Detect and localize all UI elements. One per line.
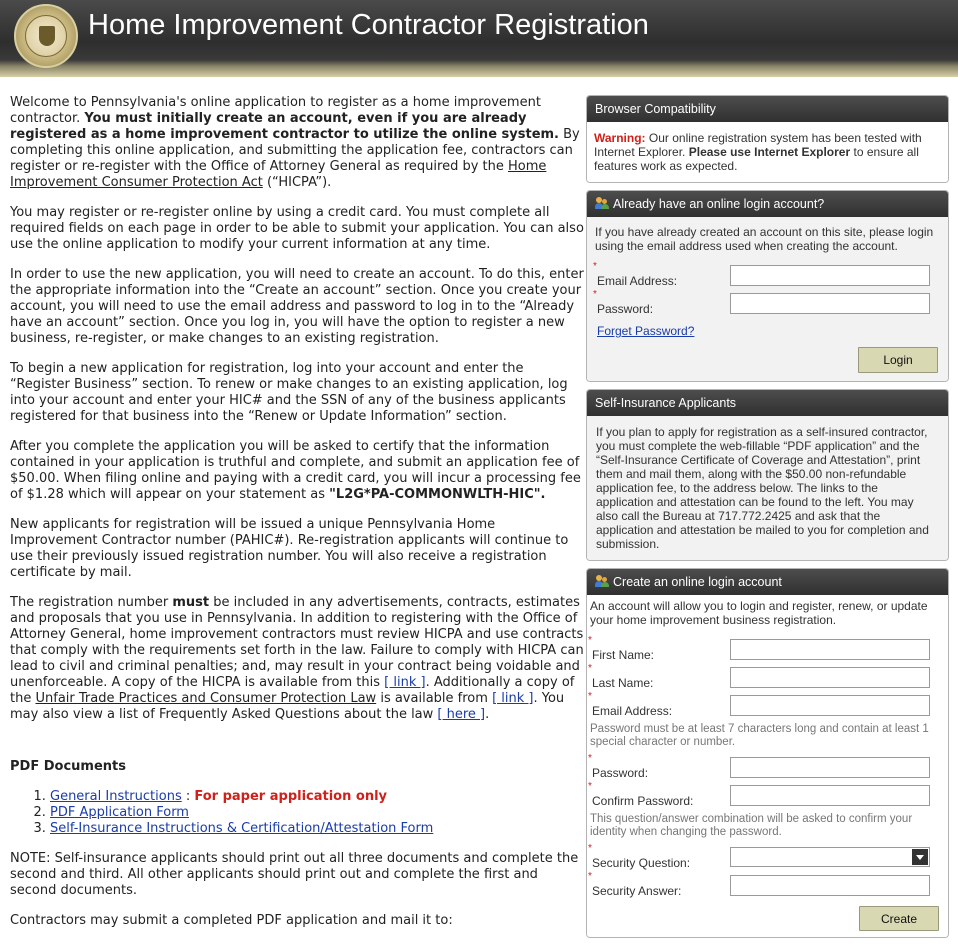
begin-application-paragraph: To begin a new application for registration, log into your account and enter the “Register Business” section. To renew or make changes to an existing application, log into your account and enter your HIC# and the SSN of any of the business applicants registered for that business into the “Renew or Update Information” section. (10, 361, 568, 424)
browser-compatibility-panel (586, 95, 949, 183)
email-row: * Email Address: (595, 265, 939, 293)
list-item (50, 805, 586, 821)
last-name-input[interactable] (730, 667, 930, 688)
panel-body (587, 595, 948, 937)
utpcpl-copy-link[interactable]: [ link ] (492, 691, 534, 706)
main-content (10, 95, 586, 943)
first-name-row: * First Name: (590, 639, 939, 667)
confirm-password-input[interactable] (730, 785, 930, 806)
first-name-input[interactable] (730, 639, 930, 660)
panel-body (587, 217, 948, 381)
login-email-input[interactable] (730, 265, 930, 286)
list-item: 1. General Instructions : For paper application only (50, 789, 586, 805)
pdf-documents-heading: PDF Documents (10, 759, 126, 774)
chevron-down-icon[interactable] (912, 849, 928, 865)
general-instructions-link[interactable]: General Instructions (50, 789, 182, 804)
security-answer-input[interactable] (730, 875, 930, 896)
security-question-row: * Security Question: (590, 847, 939, 875)
security-hint: This question/answer combination will be asked to confirm your identity when changing the password. (590, 813, 913, 838)
hicpa-copy-link[interactable]: [ link ] (384, 675, 426, 690)
faq-link[interactable]: [ here ] (437, 707, 486, 722)
panel-title: Browser Compatibility (587, 96, 948, 122)
panel-title: Self-Insurance Applicants (587, 390, 948, 416)
list-item (50, 821, 586, 837)
note-paragraph: NOTE: Self-insurance applicants should print out all three documents and complete the second and third. All other applicants should print out and complete the first and second documents. (10, 851, 579, 898)
password-row: * Password: (590, 757, 939, 785)
password-label: Password: (597, 302, 654, 316)
login-panel (586, 190, 949, 382)
users-icon (595, 575, 609, 587)
password-hint: Password must be at least 7 characters long and contain at least 1 special character or number. (590, 723, 929, 748)
pdf-application-link[interactable]: PDF Application Form (50, 805, 189, 820)
panel-title: Already have an online login account? (587, 191, 948, 217)
email-row: * Email Address: (590, 695, 939, 723)
statement-descriptor: "L2G*PA-COMMONWLTH-HIC". (329, 487, 546, 502)
security-question-select[interactable] (730, 847, 930, 867)
warning-label: Warning: (594, 131, 646, 145)
panel-title: Create an online login account (587, 569, 948, 595)
attorney-general-seal-icon (14, 4, 78, 68)
security-answer-row: * Security Answer: (590, 875, 939, 903)
credit-card-paragraph: You may register or re-register online by using a credit card. You must complete all required fields on each page in order to be able to submit your application. You can also use the online application to modify your current information at any time. (10, 205, 584, 252)
users-icon (595, 197, 609, 209)
page-title: Home Improvement Contractor Registration (88, 9, 649, 41)
last-name-row: * Last Name: (590, 667, 939, 695)
fee-paragraph: After you complete the application you will be asked to certify that the information contained in your application is truthful and complete, and submit an application fee of $50.00. When filing online and paying with a credit card, you will incur a processing fee of $1.28 which will appear on your statement as "L2G*PA-COMMONWLTH-HIC". (10, 439, 581, 502)
registration-number-paragraph: The registration number must be included in any advertisements, contracts, estimates and proposals that you use in Pennsylvania. In addition to registering with the Office of Attorney General, home improvement contractors must review HICPA and use contracts that comply with the requirements set forth in the law. Failure to comply with HICPA can lead to civil and criminal penalties; and, may result in your contract being voidable and unenforceable. A copy of the HICPA is available from this [ link ]. Additionally a copy of the Unfair Trade Practices and Consumer Protection Law is available from [ link ]. You may also view a list of Frequently Asked Questions about the law [ here ]. (10, 595, 584, 722)
hicpa-link[interactable]: Home Improvement Consumer Protection Act (10, 159, 547, 190)
create-password-input[interactable] (730, 757, 930, 778)
login-intro: If you have already created an account on this site, please login using the email address used when creating the account. (595, 225, 934, 253)
password-row: * Password: (595, 293, 939, 321)
paper-only-note: For paper application only (194, 789, 388, 804)
create-account-panel (586, 568, 949, 938)
create-email-input[interactable] (730, 695, 930, 716)
login-password-input[interactable] (730, 293, 930, 314)
panel-body: Warning: Our online registration system has been tested with Internet Explorer. Please use Internet Explorer to ensure all features work as expected. (587, 122, 948, 182)
sidebar (586, 95, 949, 945)
create-account-paragraph: In order to use the new application, you will need to create an account. To do this, enter the appropriate information into the “Create an account” section. Once you create your account, you will need to use the email address and password to log in to the “Already have an account” section. Once you log in, you will have the option to register a new business, re-register, or make changes to an existing registration. (10, 267, 584, 346)
confirm-password-row: * Confirm Password: (590, 785, 939, 813)
utpcpl-link[interactable]: Unfair Trade Practices and Consumer Protection Law (35, 691, 377, 706)
self-insurance-form-link[interactable]: Self-Insurance Instructions & Certification/Attestation Form (50, 821, 434, 836)
pahic-paragraph: New applicants for registration will be issued a unique Pennsylvania Home Improvement Contractor number (PAHIC#). Re-registration applicants will continue to use their previously issued registration number. You will also receive a registration certificate by mail. (10, 517, 569, 580)
login-button[interactable]: Login (858, 347, 938, 373)
pdf-documents-list (10, 789, 586, 837)
forgot-password-link[interactable]: Forget Password? (597, 324, 695, 338)
email-label: Email Address: (597, 274, 678, 288)
create-button[interactable]: Create (859, 906, 939, 931)
panel-body: If you plan to apply for registration as a self-insured contractor, you must complete the web-fillable “PDF application” and the “Self-Insurance Certificate of Coverage and Attestation”, print them and mail them, along with the $50.00 non-refundable application fee, to the address below. The links to the application and attestation can be found to the left. You may also call the Bureau at 717.772.2425 and ask that the application and attestation be mailed to you for completion and submission. (587, 416, 948, 560)
page-header (0, 0, 958, 77)
self-insurance-panel (586, 389, 949, 561)
intro-paragraph: Welcome to Pennsylvania's online application to register as a home improvement contractor. You must initially create an account, even if you are already registered as a home improvement contractor to utilize the online system. By completing this online application, and submitting the application fee, contractors can register or re-register with the Office of Attorney General as required by the Home Improvement Consumer Protection Act (“HICPA”). (10, 95, 580, 190)
mail-paragraph: Contractors may submit a completed PDF application and mail it to: (10, 913, 453, 928)
account-notice: You must initially create an account, even if you are already registered as a home improvement contractor to utilize the online system. (10, 111, 559, 142)
create-intro: An account will allow you to login and register, renew, or update your home improvement business registration. (590, 599, 928, 627)
